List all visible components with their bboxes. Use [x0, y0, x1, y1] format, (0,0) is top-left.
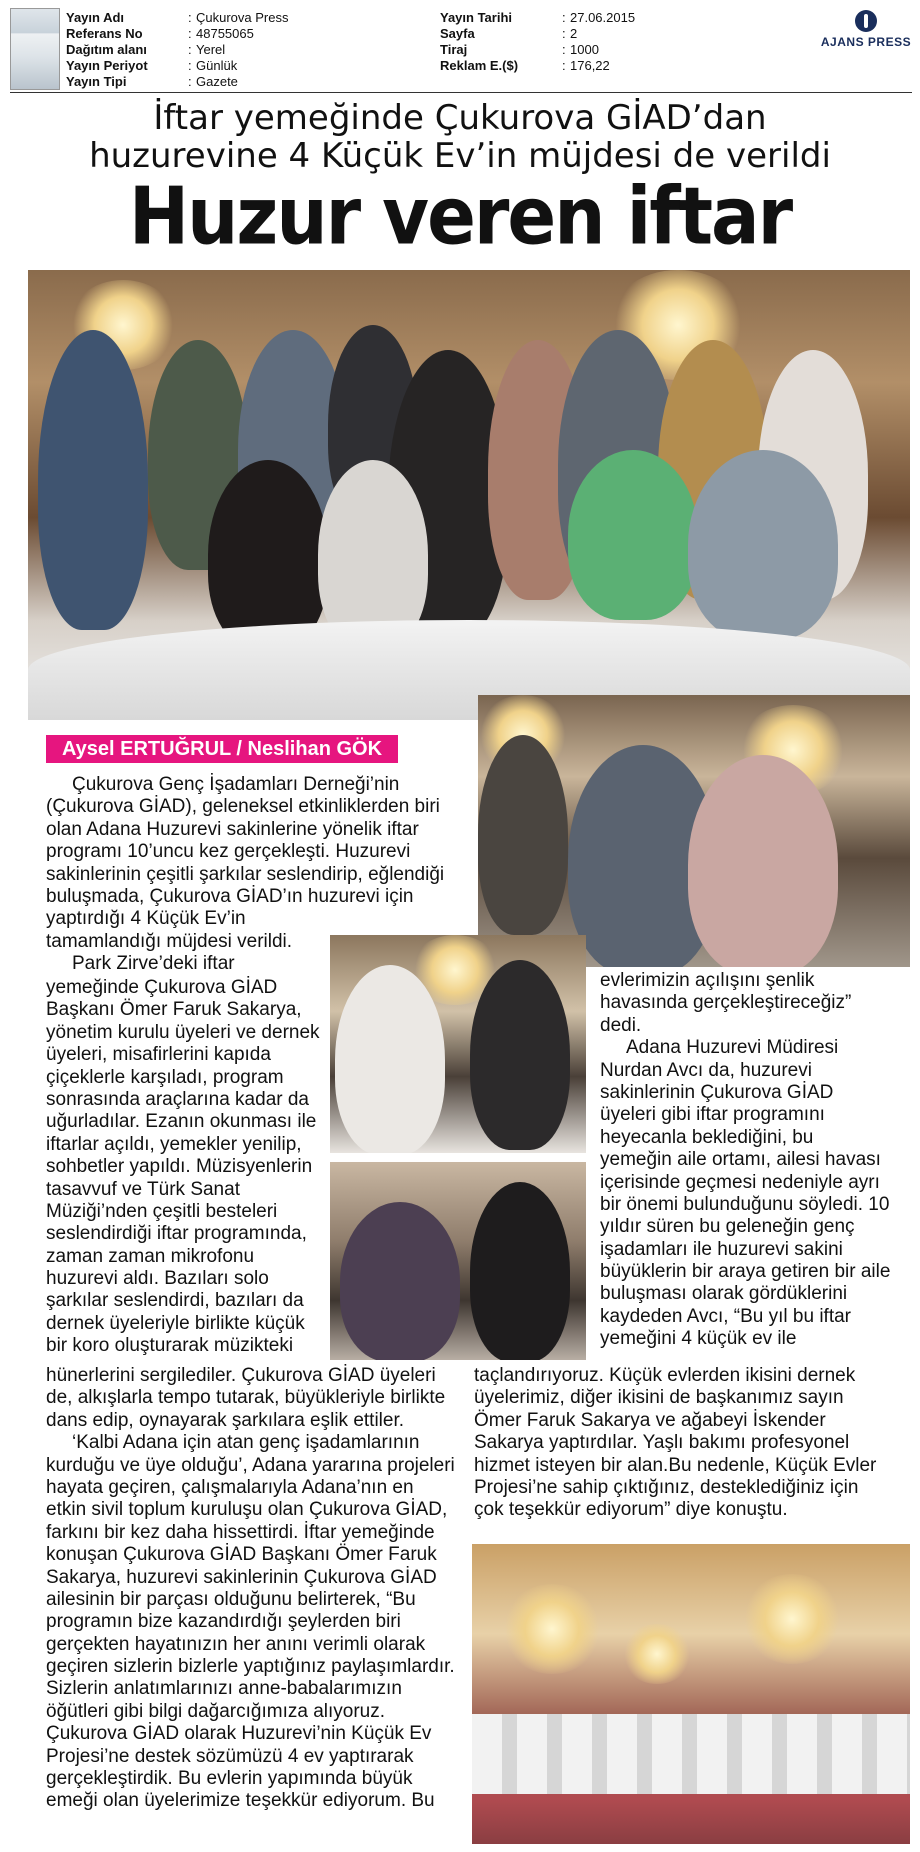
paragraph-line: buluşması olarak gördüklerini: [600, 1283, 848, 1305]
paragraph-line: büyüklerin bir araya getiren bir aile: [600, 1261, 891, 1283]
paragraph-line: çok teşekkür ediyorum” diye konuştu.: [474, 1499, 788, 1521]
meta-row-reference-no: [66, 26, 426, 42]
headline-kicker-line-1: İftar yemeğinde Çukurova GİAD’dan: [153, 98, 767, 138]
meta-row-distribution: [66, 42, 426, 58]
paragraph-line: havasında gerçekleştireceğiz”: [600, 992, 852, 1014]
meta-row-type: [66, 74, 426, 90]
paragraph-line: Projesi’ne destek sözümüzü 4 ev yaptırarak: [46, 1745, 414, 1767]
meta-value: 27.06.2015: [570, 10, 636, 25]
paragraph-line: taçlandırıyoruz. Küçük evlerden ikisini dernek: [474, 1365, 856, 1386]
meta-label: Sayfa: [440, 26, 475, 41]
main-headline: Huzur veren iftar: [128, 169, 792, 263]
paragraph-line: kaydeden Avcı, “Bu yıl bu iftar: [600, 1305, 852, 1327]
meta-value: 2: [570, 26, 578, 41]
paragraph-line: Müziği’nden çeşitli besteleri: [46, 1200, 278, 1222]
group-photo: [28, 270, 910, 720]
meta-separator: :: [562, 42, 566, 57]
meta-value: 1000: [570, 42, 599, 57]
paragraph-line: programı 10’uncu kez gerçekleşti. Huzurevi: [46, 841, 411, 863]
paragraph-line: şarkılar seslendirdi, bazıları da: [46, 1290, 304, 1312]
headline-kicker-line-2: huzurevine 4 Küçük Ev’in müjdesi de verildi: [89, 136, 831, 176]
meta-row-period: [66, 58, 426, 74]
paragraph-line: Park Zirve’deki iftar: [72, 953, 235, 975]
paragraph-line: etkin sivil toplum kuruluşu olan Çukurova GİAD,: [46, 1499, 448, 1521]
paragraph-line: üyeleri, misafirlerini kapıda: [46, 1044, 271, 1066]
paragraph-line: bir önemi bulunduğunu söyledi. 10: [600, 1193, 890, 1215]
meta-label: Yayın Tipi: [66, 74, 127, 89]
paragraph-line: yemeğini 4 küçük ev ile: [600, 1328, 797, 1350]
photo-elderly-woman-with-young-woman: [330, 1162, 586, 1360]
meta-label: Reklam E.($): [440, 58, 519, 73]
meta-separator: :: [188, 74, 192, 89]
meta-label: Referans No: [66, 26, 143, 41]
paragraph-line: yaptırdığı 4 Küçük Ev’in: [46, 908, 246, 930]
paragraph-line: iftarlar açıldı, yemekler yenilip,: [46, 1133, 302, 1155]
meta-separator: :: [188, 26, 192, 41]
ajans-press-logo: [818, 10, 914, 50]
logo-text: AJANS PRESS: [820, 35, 912, 49]
paragraph-line: gerçekleştirdik. Bu evlerin yapımında büyük: [46, 1768, 413, 1790]
paragraph-line: Sakarya yaptırdılar. Yaşlı bakımı profesyonel: [474, 1432, 850, 1454]
paragraph-line: hünerlerini sergilediler. Çukurova GİAD üyeleri: [46, 1365, 436, 1386]
paragraph-line: yemeğinde Çukurova GİAD: [46, 977, 278, 998]
paragraph-line: hizmet isteyen bir alan.Bu nedenle, Küçük Evler: [474, 1454, 877, 1476]
article-column-right-narrow: [600, 970, 890, 1351]
paragraph-line: geçiren sizlerin bizlerle yaptığınız paylaşımlardır.: [46, 1656, 455, 1678]
article-column-left-narrow: [46, 977, 320, 1358]
article-column-right-wide: [474, 1365, 876, 1522]
meta-separator: :: [562, 58, 566, 73]
meta-separator: :: [562, 26, 566, 41]
paragraph-line: üyeleri gibi iftar programını: [600, 1104, 825, 1126]
paragraph-line: olan Adana Huzurevi sakinlerine yönelik iftar: [46, 818, 419, 840]
paragraph-line: Ömer Faruk Sakarya ve ağabeyi İskender: [474, 1409, 826, 1431]
logo-icon: [855, 10, 877, 32]
paragraph-line: sonrasında araçlarına kadar da: [46, 1088, 309, 1110]
meta-row-ad-value: [440, 58, 740, 74]
paragraph-line: tamamlandığı müjdesi verildi.: [46, 930, 293, 952]
meta-value: Çukurova Press: [196, 10, 289, 25]
paragraph-line: Adana Huzurevi Müdiresi: [626, 1037, 839, 1059]
paragraph-line: yemeğin aile ortamı, ailesi havası: [600, 1149, 881, 1171]
paragraph-line: işadamları ile huzurevi sakini: [600, 1238, 843, 1260]
paragraph-line: üyelerimiz, diğer ikisini de başkanımız sayın: [474, 1387, 844, 1409]
meta-row-date: [440, 10, 740, 26]
meta-row-publication-name: [66, 10, 426, 26]
meta-row-circulation: [440, 42, 740, 58]
paragraph-line: gerçekten hayatınızın her anını verimli olarak: [46, 1633, 426, 1655]
meta-label: Yayın Tarihi: [440, 10, 513, 25]
header-divider: [10, 92, 912, 93]
meta-separator: :: [188, 42, 192, 57]
paragraph-line: yönetim kurulu üyeleri ve dernek: [46, 1021, 320, 1043]
publication-info-left: [66, 10, 426, 92]
paragraph-line: sakinlerinin Çukurova GİAD: [600, 1081, 834, 1103]
paragraph-line: Çukurova GİAD olarak Huzurevi’nin Küçük Ev: [46, 1723, 432, 1745]
paragraph-line: tasavvuf ve Türk Sanat: [46, 1178, 240, 1200]
paragraph-line: konuşan Çukurova GİAD Başkanı Ömer Faruk: [46, 1544, 437, 1566]
article-column-left-wide: [46, 1365, 455, 1813]
paragraph-line: zaman zaman mikrofonu: [46, 1245, 255, 1267]
meta-label: Yayın Adı: [66, 10, 125, 25]
paragraph-line: dedi.: [600, 1014, 642, 1036]
paragraph-line: farkını bir kez daha hissettirdi. İftar yemeğinde: [46, 1521, 435, 1543]
article-column-intro: [46, 774, 444, 976]
paragraph-line: hayata geçiren, çalışmalarıyla Adana’nın en: [46, 1476, 414, 1498]
photo-dining-hall: [472, 1544, 910, 1844]
paragraph-line: Çukurova Genç İşadamları Derneği’nin: [72, 774, 400, 795]
paragraph-line: programın bize kazandırdığı şeylerden biri: [46, 1611, 401, 1633]
paragraph-line: buluşmada, Çukurova GİAD’ın huzurevi için: [46, 885, 414, 907]
paragraph-line: içerisinde geçmesi nedeniyle ayrı: [600, 1171, 880, 1193]
paragraph-line: emeği olan üyelerimize teşekkür ediyorum. Bu: [46, 1790, 435, 1812]
paragraph-line: uğurladılar. Ezanın okunması ile: [46, 1111, 317, 1133]
byline: Aysel ERTUĞRUL / Neslihan GÖK: [46, 735, 398, 763]
paragraph-line: dernek üyeleriyle birlikte küçük: [46, 1312, 305, 1334]
meta-separator: :: [188, 10, 192, 25]
paragraph-line: bir koro oluşturarak müzikteki: [46, 1335, 294, 1357]
meta-label: Yayın Periyot: [66, 58, 148, 73]
paragraph-line: Sizlerin anlatımlarınızı anne-babalarımızın: [46, 1678, 402, 1700]
paragraph-line: ailesinin bir parçası olduğunu belirterek, “Bu: [46, 1588, 416, 1610]
meta-label: Dağıtım alanı: [66, 42, 147, 57]
meta-separator: :: [188, 58, 192, 73]
paragraph-line: ‘Kalbi Adana için atan genç işadamlarının: [72, 1432, 420, 1454]
paragraph-line: sakinlerinin çeşitli şarkılar seslendirip, eğlendiği: [46, 863, 445, 885]
paragraph-line: evlerimizin açılışını şenlik: [600, 970, 815, 991]
photo-president-with-resident: [478, 695, 910, 967]
paragraph-line: Projesi’ne sahip çıktığınız, desteklediğiniz için: [474, 1476, 859, 1498]
meta-value: Günlük: [196, 58, 238, 73]
paragraph-line: huzurevi aldı. Bazıları solo: [46, 1268, 269, 1290]
meta-value: 48755065: [196, 26, 254, 41]
paragraph-line: Sakarya, huzurevi sakinlerinin Çukurova GİAD: [46, 1566, 437, 1588]
meta-value: Gazete: [196, 74, 238, 89]
meta-separator: :: [562, 10, 566, 25]
meta-label: Tiraj: [440, 42, 468, 57]
paragraph-line: heyecanla beklediğini, bu: [600, 1126, 814, 1148]
paragraph-line: Nurdan Avcı da, huzurevi: [600, 1059, 812, 1081]
paragraph-line: çiçeklerle karşıladı, program: [46, 1066, 284, 1088]
paragraph-line: (Çukurova GİAD), geleneksel etkinliklerden biri: [46, 796, 440, 818]
paragraph-line: Başkanı Ömer Faruk Sakarya,: [46, 999, 302, 1021]
paragraph-line: dans edip, oynayarak şarkılara eşlik ettiler.: [46, 1409, 405, 1431]
meta-value: Yerel: [196, 42, 226, 57]
paragraph-line: yıldır süren bu geleneğin genç: [600, 1216, 855, 1238]
paragraph-line: sohbetler yapıldı. Müzisyenlerin: [46, 1156, 313, 1178]
publication-info-right: [440, 10, 740, 76]
paragraph-line: kurduğu ve üye olduğu’, Adana yararına projeleri: [46, 1454, 455, 1476]
meta-value: 176,22: [570, 58, 610, 73]
meta-row-page: [440, 26, 740, 42]
paragraph-line: seslendirdiği iftar programında,: [46, 1223, 307, 1245]
paragraph-line: öğütleri gibi bilgi dağarcığımıza alıyoruz.: [46, 1700, 386, 1722]
page-thumbnail: [10, 8, 60, 90]
paragraph-line: de, alkışlarla tempo tutarak, büyükleriyle birlikte: [46, 1387, 446, 1409]
